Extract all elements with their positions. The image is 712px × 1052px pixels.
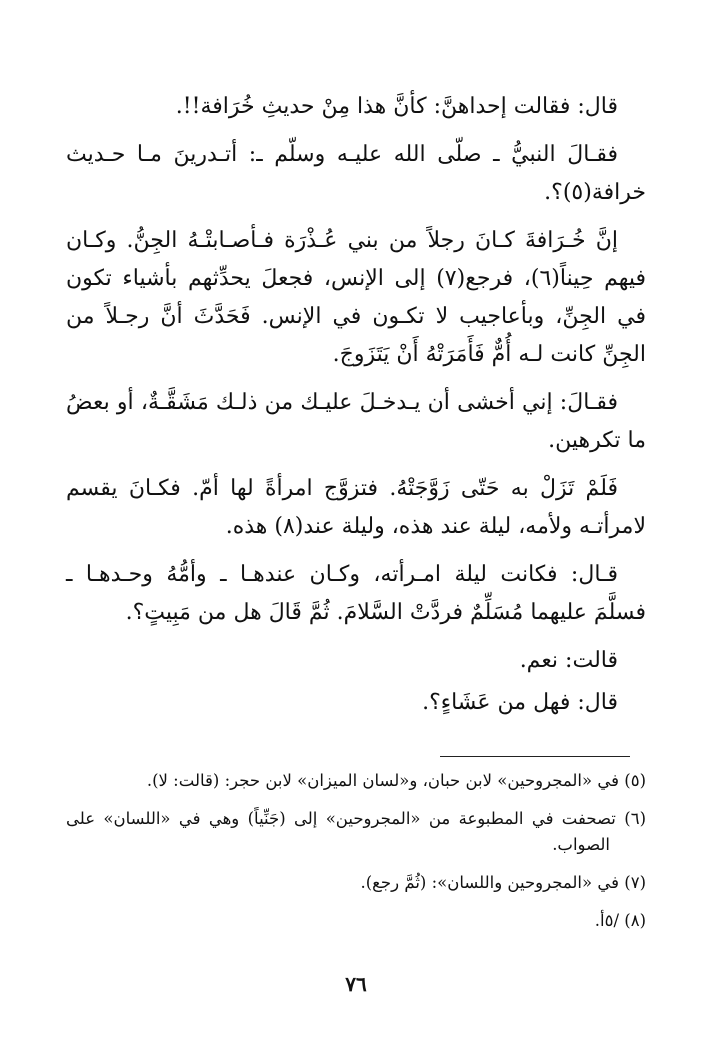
footnote-7: (٧) في «المجروحين واللسان»: (ثُمَّ رجع). <box>360 873 646 892</box>
footnote-5: (٥) في «المجروحين» لابن حبان، و«لسان الميزان» لابن حجر: (قالت: لا). <box>146 771 646 790</box>
paragraph-6: قـال: فكانت ليلة امـرأته، وكـان عندهـا ـ وأمُّهُ وحـدهـا ـ فسلَّمَ عليهما مُسَلِّمٌ فردَّتْ السَّلامَ. ثُمَّ قَالَ هل من مَبِيتٍ؟. <box>66 562 646 625</box>
paragraph-2: فقـالَ النبيُّ ـ صلّى الله عليـه وسلّم ـ: أتـدرينَ مـا حـديث خرافة(٥)؟. <box>66 142 646 205</box>
paragraph-8: قال: فهل من عَشَاءٍ؟. <box>422 690 618 715</box>
paragraph-3: إنَّ خُـرَافةَ كـانَ رجلاً من بني عُـذْرَة فـأصـابتْـهُ الجِنُّ. وكـان فيهم حِيناً(٦)، فرجع(٧) إلى الإنس، فجعلَ يحدِّثهم بأشياء تكون في الجِنِّ، وبأعاجيب لا تكـون في الإنس. فَحَدَّثَ أنَّ رجـلاً من الجِنِّ كانت لـه أُمٌّ فَأَمَرَتْهُ أَنْ يَتَزَوجَ. <box>66 228 646 367</box>
footnote-divider <box>440 756 630 757</box>
footnotes-block <box>66 768 646 946</box>
footnote-6: (٦) تصحفت في المطبوعة من «المجروحين» إلى (جَنِّياً) وهي في «اللسان» على الصواب. <box>66 809 646 854</box>
paragraph-1: قال: فقالت إحداهنَّ: كأنَّ هذا مِنْ حديثِ خُرَافة!!. <box>175 94 618 119</box>
paragraph-4: فقـالَ: إني أخشى أن يـدخـلَ عليـك من ذلـك مَشَقَّـةٌ، أو بعضُ ما تكرهين. <box>66 390 646 453</box>
page-number: ٧٦ <box>345 972 367 996</box>
paragraph-7: قالت: نعم. <box>519 648 618 673</box>
footnote-8: (٨) /٥أ. <box>594 911 646 930</box>
paragraph-5: فَلَمْ تَزَلْ به حَتّى زَوَّجَتْهُ. فتزوَّج امرأةً لها أمّ. فكـانَ يقسم لامرأتـه ولأمه، ليلة عند هذه، وليلة عند(٨) هذه. <box>66 476 646 539</box>
main-text-block <box>66 88 646 726</box>
